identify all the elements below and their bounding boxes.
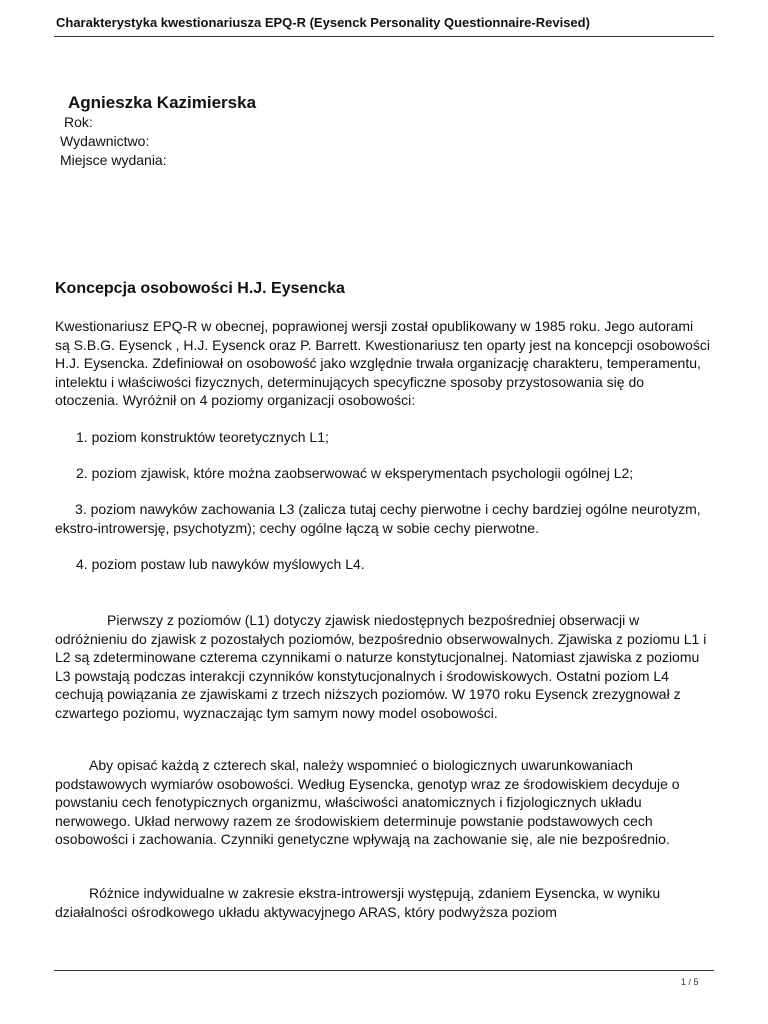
list-item: 4. poziom postaw lub nawyków myślowych L4. xyxy=(76,556,365,572)
meta-place: Miejsce wydania: xyxy=(60,152,167,168)
paragraph-extraversion-text: Różnice indywidualne w zakresie ekstra-introwersji występują, zdaniem Eysencka, w wyniku działalności ośrodkowego układu aktywacyjnego ARAS, który podwyższa poziom xyxy=(55,885,661,920)
paragraph-biology-text: Aby opisać każdą z czterech skal, należy wspomnieć o biologicznych uwarunkowaniach podstawowych wymiarów osobowości. Według Eysencka, genotyp wraz ze środowiskiem decyduje o powstaniu cech fenotypicznych organizmu, właściwości anatomicznych i fizjologicznych układu nerwowego. Układ nerwowy razem ze środowiskiem determinuje powstanie podstawowych cech osobowości i zachowania. Czynniki genetyczne wpływają na zachowanie się, ale nie bezpośrednio. xyxy=(55,757,680,847)
intro-paragraph-text: Kwestionariusz EPQ-R w obecnej, poprawionej wersji został opublikowany w 1985 roku. Jego autorami są S.B.G. Eysenck , H.J. Eysenck oraz P. Barrett. Kwestionariusz ten oparty jest na koncepcji osobowości H.J. Eysencka. Zdefiniował on osobowość jako względnie trwała organizację charakteru, temperamentu, intelektu i właściwości fizycznych, determinujących specyficzne sposoby przystosowania się do otoczenia. Wyróżnił on 4 poziomy organizacji osobowości: xyxy=(55,318,710,408)
intro-paragraph xyxy=(55,317,710,410)
list-item xyxy=(55,500,710,537)
header-divider xyxy=(54,36,714,37)
list-item-text: 3. poziom nawyków zachowania L3 (zalicza tutaj cechy pierwotne i cechy bardziej ogólne neurotyzm, ekstro-introwersję, psychotyzm); cechy ogólne łączą w sobie cechy pierwotne. xyxy=(55,501,701,536)
paragraph-levels-text: Pierwszy z poziomów (L1) dotyczy zjawisk niedostępnych bezpośredniej obserwacji w odróżnieniu do zjawisk z pozostałych poziomów, bezpośrednio obserwowalnych. Zjawiska z poziomu L1 i L2 są zdeterminowane czterema czynnikami o naturze konstytucjonalnej. Natomiast zjawiska z poziomu L3 powstają podczas interakcji czynników konstytucjonalnych i środowiskowych. Ostatni poziom L4 cechują powiązania ze zjawiskami z trzech niższych poziomów. W 1970 roku Eysenck zrezygnował z czwartego poziomu, wyznaczając tym samym nowy model osobowości. xyxy=(55,612,707,721)
paragraph-extraversion xyxy=(55,884,710,921)
list-item: 1. poziom konstruktów teoretycznych L1; xyxy=(76,429,329,445)
section-heading: Koncepcja osobowości H.J. Eysencka xyxy=(55,280,345,297)
document-header-title: Charakterystyka kwestionariusza EPQ-R (Eysenck Personality Questionnaire-Revised) xyxy=(56,15,590,30)
footer-divider xyxy=(54,970,714,971)
author-name: Agnieszka Kazimierska xyxy=(68,93,257,112)
meta-publisher: Wydawnictwo: xyxy=(60,133,150,149)
page-number: 1 / 5 xyxy=(681,977,699,987)
paragraph-biology xyxy=(55,756,710,849)
paragraph-levels xyxy=(55,611,710,722)
list-item: 2. poziom zjawisk, które można zaobserwować w eksperymentach psychologii ogólnej L2; xyxy=(76,465,634,481)
meta-year: Rok: xyxy=(64,114,93,130)
